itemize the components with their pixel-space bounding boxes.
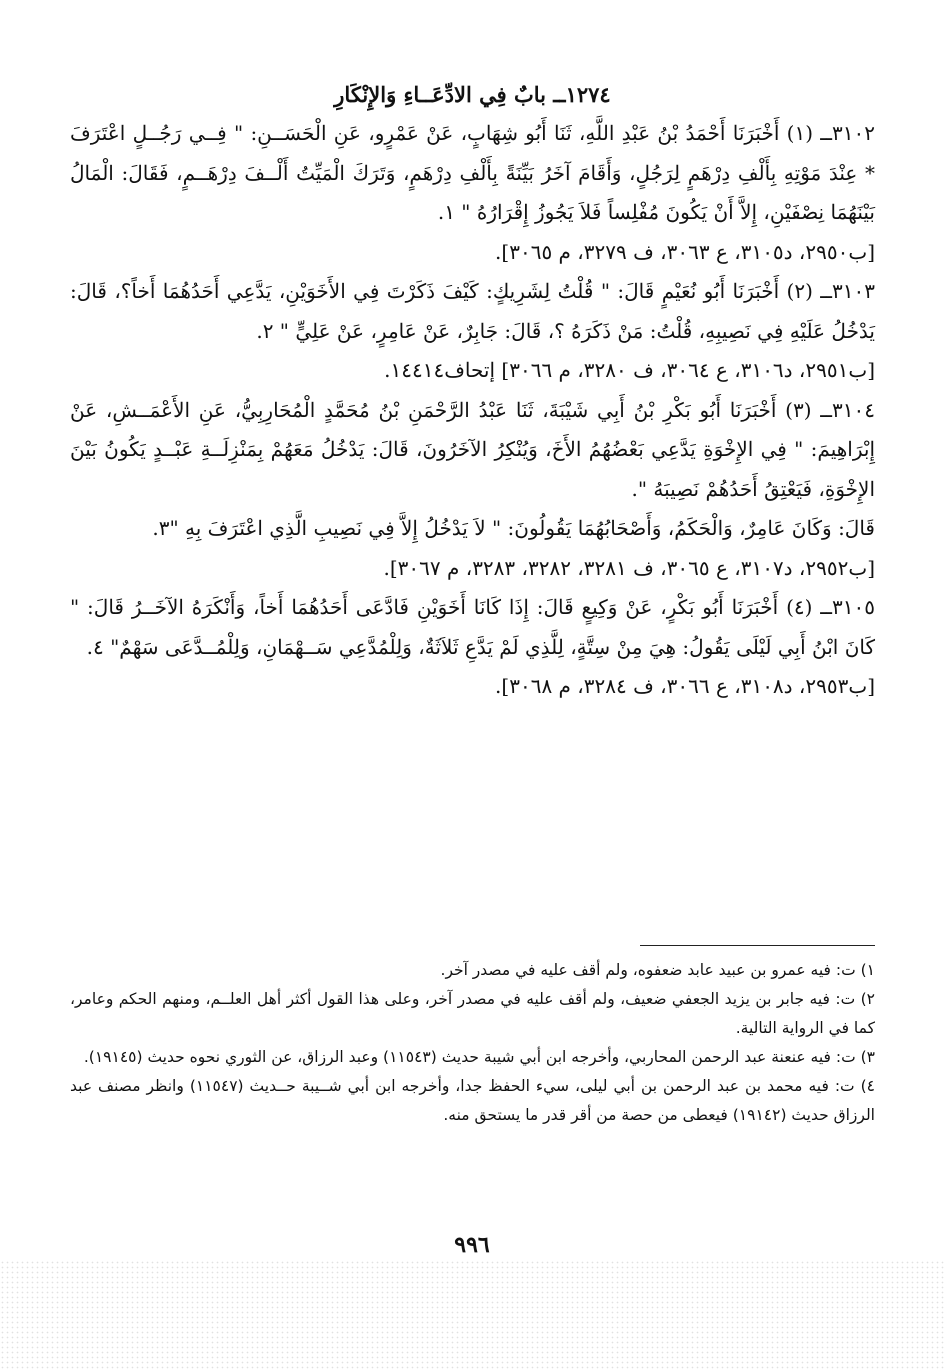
hadith-text: ٣١٠٣ــ (٢) أَخْبَرَنَا أَبُو نُعَيْمٍ قَالَ: " قُلْتُ لِشَرِيكٍ: كَيْفَ ذَكَرْتَ فِي الأَخَوَيْنِ، يَدَّعِي أَحَدُهُمَا أَخاً؟، قَالَ: يَدْخُلُ عَلَيْهِ فِي نَصِيبِهِ، قُلْتُ: مَنْ ذَكَرَهُ ؟، قَالَ: جَابِرٌ، عَنْ عَامِرٍ، عَنْ عَلِيٍّ " ٢.: [70, 279, 875, 343]
hadith-text: ٣١٠٢ــ (١) أَخْبَرَنَا أَحْمَدُ بْنُ عَبْدِ اللَّهِ، ثَنَا أَبُو شِهَابٍ، عَنْ عَمْرٍو، عَنِ الْحَسَــنِ: " فِــي رَجُــلٍ اعْتَرَفَ * عِنْدَ مَوْتِهِ بِأَلْفِ دِرْهَمٍ لِرَجُلٍ، وَأَقَامَ آخَرُ بَيِّنَةً بِأَلْفِ دِرْهَمٍ، وَتَرَكَ الْمَيِّتُ أَلْــفَ دِرْهَــمٍ، فَقَالَ: الْمَالُ بَيْنَهُمَا نِصْفَيْنِ، إِلاَّ أَنْ يَكُونَ مُفْلِساً فَلاَ يَجُوزُ إِقْرَارُهُ " ١.: [70, 121, 875, 224]
footnotes-section: [70, 945, 875, 1130]
hadith-reference: [ب٢٩٥٠، د٣١٠٥، ع ٣٠٦٣، ف ٣٢٧٩، م ٣٠٦٥].: [495, 239, 875, 264]
hadith-text-continuation: قَالَ: وَكَانَ عَامِرٌ، وَالْحَكَمُ، وَأَصْحَابُهُمَا يَقُولُونَ: " لاَ يَدْخُلُ إِلاَّ فِي نَصِيبِ الَّذِي اعْتَرَفَ بِهِ "٣.: [152, 516, 875, 540]
hadith-3105: [70, 588, 875, 707]
hadith-reference: [ب٢٩٥٢، د٣١٠٧، ع ٣٠٦٥، ف ٣٢٨١، ٣٢٨٢، ٣٢٨٣، م ٣٠٦٧].: [383, 555, 875, 580]
hadith-3104: [70, 391, 875, 589]
footnote-4: ٤) ت: فيه محمد بن عبد الرحمن بن أبي ليلى، سيء الحفظ جدا، وأخرجه ابن أبي شــيبة حــديث (١١٥٤٧) وانظر مصنف عبد الرزاق حديث (١٩١٤٢) فيعطى من حصة من أقر قدر ما يستحق منه.: [70, 1077, 875, 1124]
page-body: [70, 80, 875, 707]
footnote-1: ١) ت: فيه عمرو بن عبيد عابد ضعفوه، ولم أقف عليه في مصدر آخر.: [440, 961, 875, 979]
hadith-reference: [ب٢٩٥٣، د٣١٠٨، ع ٣٠٦٦، ف ٣٢٨٤، م ٣٠٦٨].: [495, 674, 875, 698]
hadith-text: ٣١٠٤ــ (٣) أَخْبَرَنَا أَبُو بَكْرِ بْنُ أَبِي شَيْبَةَ، ثَنَا عَبْدُ الرَّحْمَنِ بْنُ مُحَمَّدٍ الْمُحَارِبِيُّ، عَنِ الأَعْمَــشِ، عَنْ إِبْرَاهِيمَ: " فِي الإِخْوَةِ يَدَّعِي بَعْضُهُمُ الأَخَ، وَيُنْكِرُ الآخَرُونَ، قَالَ: يَدْخُلُ مَعَهُمْ بِمَنْزِلَــةِ عَبْــدٍ يَكُونُ بَيْنَ الإِخْوَةِ، فَيَعْتِقُ أَحَدُهُمْ نَصِيبَهُ ".: [70, 397, 875, 501]
footnote-3: ٣) ت: فيه عنعنة عبد الرحمن المحاربي، وأخرجه ابن أبي شيبة حديث (١١٥٤٣) وعبد الرزاق، عن الثوري نحوه حديث (١٩١٤٥).: [83, 1048, 875, 1066]
chapter-title: ١٢٧٤ــ بابٌ فِي الادِّعَــاءِ وَالإِنْكَارِ: [334, 82, 611, 107]
hadith-text: ٣١٠٥ــ (٤) أَخْبَرَنَا أَبُو بَكْرٍ، عَنْ وَكِيعٍ قَالَ: إِذَا كَانَا أَخَوَيْنِ فَادَّعَى أَحَدُهُمَا أَخاً، وَأَنْكَرَهُ الآخَــرُ قَالَ: " كَانَ ابْنُ أَبِي لَيْلَى يَقُولُ: هِيَ مِنْ سِتَّةٍ، لِلَّذِي لَمْ يَدَّعِ ثَلاَثَةٌ، وَلِلْمُدَّعِي سَــهْمَانِ، وَلِلْمُــدَّعَى سَهْمٌ" ٤.: [70, 595, 875, 659]
footnote-2: ٢) ت: فيه جابر بن يزيد الجعفي ضعيف، ولم أقف عليه في مصدر آخر، وعلى هذا القول أكثر أهل العلــم، ومنهم الحكم وعامر، كما في الرواية التالية.: [70, 990, 875, 1037]
hadith-reference: [ب٢٩٥١، د٣١٠٦، ع ٣٠٦٤، ف ٣٢٨٠، م ٣٠٦٦] إتحاف١٤٤١٤.: [384, 358, 875, 382]
hadith-3102: [70, 114, 875, 272]
hadith-3103: [70, 272, 875, 391]
scan-noise-decoration: [0, 1260, 944, 1370]
page-number: ٩٩٦: [454, 1232, 490, 1258]
footnote-divider: [640, 945, 875, 946]
